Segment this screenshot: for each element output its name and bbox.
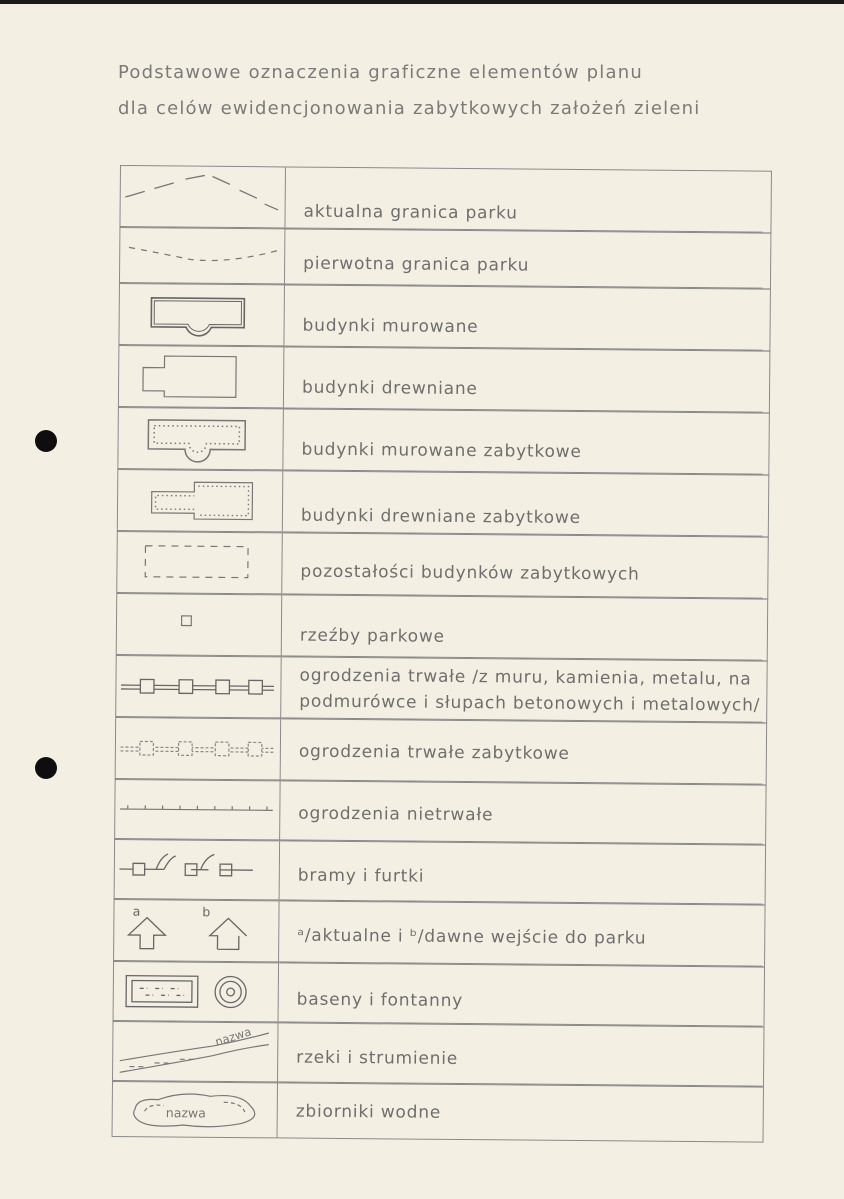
legend-label: budynki drewniane	[301, 377, 478, 400]
legend-row	[115, 655, 768, 723]
building-remains-dashed-icon	[116, 531, 283, 594]
historic-masonry-building-icon	[117, 407, 284, 470]
legend-row	[117, 469, 770, 537]
legend-label: budynki drewniane zabytkowe	[300, 505, 581, 529]
legend-label: pozostałości budynków zabytkowych	[300, 561, 640, 585]
legend-label: budynki murowane	[302, 315, 479, 338]
title-line-2: dla celów ewidencjonowania zabytkowych założeń zieleni	[118, 98, 701, 119]
legend-row	[118, 345, 771, 413]
pond-icon	[112, 1081, 278, 1138]
legend-label-continued: podmurówce i słupach betonowych i metalowych/	[299, 691, 761, 716]
temporary-fence-icon	[114, 779, 281, 840]
entrance-arrows-icon	[113, 899, 280, 962]
river-icon	[112, 1021, 279, 1082]
legend-row	[113, 961, 765, 1027]
legend-label: rzeźby parkowe	[299, 625, 445, 647]
legend-label: ogrodzenia trwałe zabytkowe	[298, 741, 570, 764]
legend-row	[113, 899, 766, 967]
legend-row	[119, 227, 771, 289]
entrance-b-letter: b	[202, 904, 211, 920]
permanent-fence-icon	[115, 655, 282, 718]
legend-label: ᵃ/aktualne i ᵇ/dawne wejście do parku	[297, 925, 647, 949]
punch-hole-bottom	[35, 757, 57, 779]
wooden-building-outline-icon	[118, 345, 285, 408]
legend-row	[116, 593, 769, 661]
legend-row	[114, 779, 766, 845]
legend-label: pierwotna granica parku	[303, 253, 530, 276]
legend-label: aktualna granica parku	[303, 201, 518, 224]
legend-row	[118, 283, 771, 351]
legend-row	[114, 839, 766, 905]
legend-row	[115, 717, 768, 785]
historic-wooden-building-icon	[117, 469, 284, 532]
legend-label: ogrodzenia nietrwałe	[298, 803, 494, 826]
dashed-chevron-line-icon	[119, 165, 286, 228]
scan-top-edge	[0, 0, 844, 4]
entrance-a-letter: a	[132, 903, 141, 919]
punch-hole-top	[35, 430, 57, 452]
legend-label: zbiorniki wodne	[295, 1101, 442, 1123]
legend-row	[112, 1021, 764, 1087]
short-dashed-line-icon	[119, 227, 285, 284]
small-square-icon	[116, 593, 283, 656]
gate-icon	[114, 839, 281, 900]
legend-row	[119, 165, 772, 233]
legend-label: budynki murowane zabytkowe	[301, 439, 582, 463]
legend-label: ogrodzenia trwałe /z muru, kamienia, metalu, na	[299, 665, 752, 690]
legend-label: bramy i furtki	[297, 865, 425, 887]
legend-label: baseny i fontanny	[296, 989, 464, 1012]
legend-row	[116, 531, 769, 599]
legend-label: rzeki i strumienie	[296, 1047, 459, 1069]
historic-fence-icon	[115, 717, 282, 780]
masonry-building-outline-icon	[118, 283, 285, 346]
legend-table	[112, 165, 772, 1143]
river-name-tag: nazwa	[213, 1024, 253, 1049]
legend-row	[112, 1081, 764, 1143]
pool-fountain-icon	[113, 961, 280, 1022]
legend-row	[117, 407, 770, 475]
pond-name-tag: nazwa	[165, 1105, 206, 1121]
title-line-1: Podstawowe oznaczenia graficzne elementów planu	[118, 62, 643, 83]
